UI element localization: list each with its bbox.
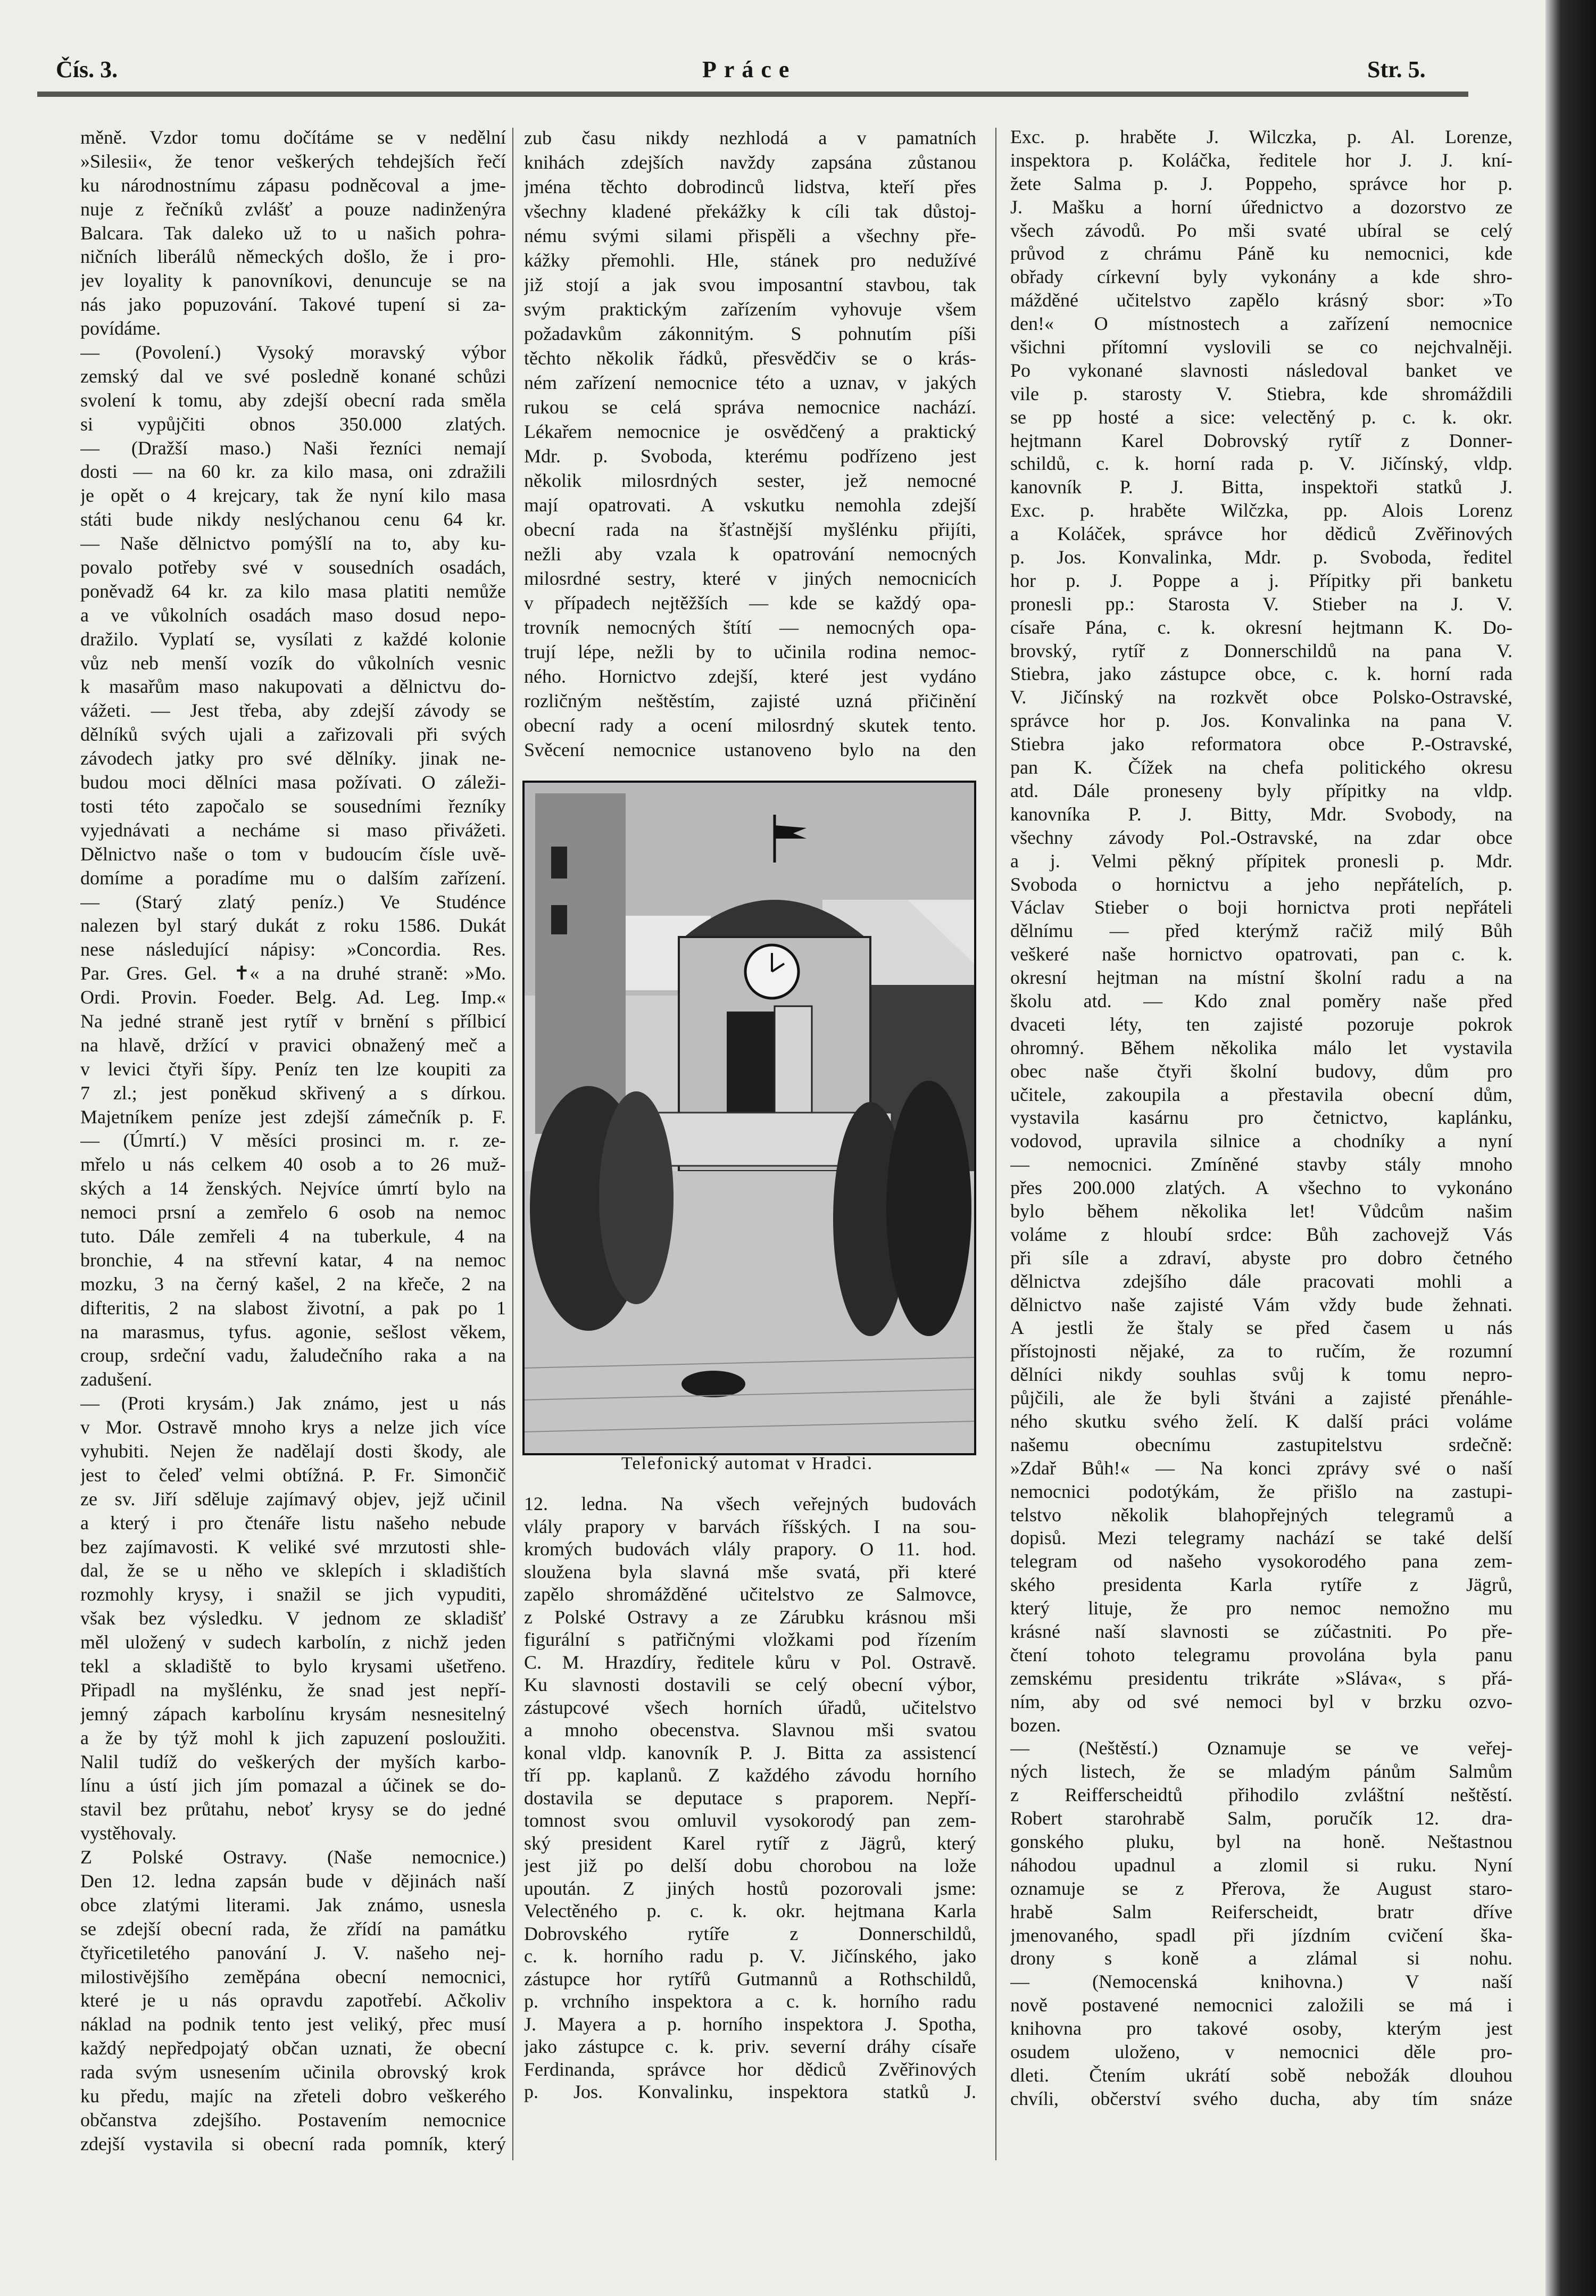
column-1 (80, 126, 506, 2156)
text-line: jmenovaného, spadl při jízdním cvičení ška- (1010, 1924, 1512, 1946)
text-line: J. Mayera a p. horního inspektora J. Spotha, (524, 2013, 976, 2035)
text-line: figurální s patřičnými vložkami pod řízením (524, 1629, 976, 1650)
text-line: atd. Dále proneseny byly přípitky na vldp. (1010, 780, 1512, 801)
text-line: bozen. (1010, 1714, 1061, 1736)
text-line: ský president Karel rytíř z Jägrů, který (524, 1832, 976, 1854)
text-line: Svoboda o hornictvu a jeho nepřátelích, p. (1010, 873, 1512, 895)
text-line: A jestli že štaly se před časem u nás (1010, 1317, 1512, 1339)
text-line: milosrdné sestry, které v jiných nemocnicích (524, 568, 976, 589)
text-line: ohromný. Během několika málo let vystavila (1010, 1037, 1512, 1058)
text-line: veškeré naše hornictvo opatrovati, pan c. k. (1010, 943, 1512, 965)
text-line: vystěhovaly. (80, 1822, 177, 1844)
text-line: bronchie, 4 na střevní katar, 4 na nemoc (80, 1249, 506, 1271)
text-line: správce hor p. Jos. Konvalinka na pana V. (1010, 710, 1512, 732)
text-line: p. Jos. Konvalinku, inspektora statků J. (524, 2081, 976, 2102)
text-line: Lékařem nemocnice je osvědčený a praktický (524, 421, 976, 442)
text-line: knihovna pro takové osoby, kterým jest (1010, 2018, 1512, 2040)
text-line: Velectěného p. c. k. okr. hejtmana Karla (524, 1900, 976, 1921)
text-line: nese následující nápisy: »Concordia. Res. (80, 939, 506, 960)
text-line: ských a 14 ženských. Nejvíce úmrtí bylo na (80, 1178, 506, 1199)
text-line: mozku, 3 na černý kašel, 2 na křeče, 2 na (80, 1273, 506, 1295)
text-line: dosti — na 60 kr. za kilo masa, oni zdražili (80, 461, 506, 483)
text-line: každý nepředpojatý občan uznati, že obecní (80, 2037, 506, 2059)
text-line: Den 12. ledna zapsán bude v dějinách naší (80, 1870, 506, 1892)
header-rule (37, 92, 1468, 97)
text-line: Ferdinanda, správce hor dědiců Zvěřinových (524, 2058, 976, 2080)
issue-number: Čís. 3. (56, 56, 118, 82)
text-line: průvod z chrámu Páně ku nemocnici, kde (1010, 243, 1512, 264)
text-line: budou moci dělníci masa požívati. O záleži- (80, 772, 506, 793)
text-line: stavil bez průtahu, neboť krysy se do jedné (80, 1798, 506, 1820)
text-line: Exc. p. hraběte J. Wilczka, p. Al. Lorenze, (1010, 126, 1512, 147)
text-line: krásné naší slavnosti se zúčastniti. Po pře- (1010, 1621, 1512, 1642)
text-line: tekl a skladiště to bylo krysami ušetřeno. (80, 1655, 506, 1677)
text-line: V. Jičínský na rozkvět obce Polsko-Ostravské, (1010, 686, 1512, 708)
text-line: a že by týž mohl k jich zapuzení posloužiti. (80, 1727, 506, 1748)
text-line: vůz neb menší vozík do vůkolních vesnic (80, 652, 506, 674)
text-line: jako zástupce c. k. priv. severní dráhy císaře (524, 2036, 976, 2057)
text-line: nemocnici podotýkám, že přišlo na zastupi- (1010, 1480, 1512, 1502)
text-line: dopisů. Mezi telegramy nachází se také delší (1010, 1527, 1512, 1549)
text-line: Par. Gres. Gel. ✝« a na druhé straně: »Mo. (80, 963, 506, 984)
text-line: dělnictva zdejšího dále pracovati mohli a (1010, 1270, 1512, 1292)
text-line: zemskému presidentu trikráte »Sláva«, s přá- (1010, 1667, 1512, 1689)
text-line: p. vrchního inspektora a c. k. horního radu (524, 1991, 976, 2012)
text-line: kanovník P. J. Bitta, inspektoři statků J. (1010, 476, 1512, 498)
text-line: kanovníka P. J. Bitty, Mdr. Svobody, na (1010, 803, 1512, 825)
text-line: konal vldp. kanovník P. J. Bitta za assistencí (524, 1742, 976, 1763)
text-line: v levici čtyři šípy. Peníz ten lze koupiti za (80, 1058, 506, 1080)
scan-edge (1545, 0, 1596, 2296)
text-line: půjčili, ale že byli štváni a zajisté přenáhle- (1010, 1387, 1512, 1409)
text-line: tří pp. kaplanů. Z každého závodu horního (524, 1764, 976, 1786)
text-line: dvaceti léty, ten zajisté pozoruje pokrok (1010, 1013, 1512, 1035)
text-line: — (Nemocenská knihovna.) V naší (1010, 1971, 1512, 1993)
text-line: — (Úmrtí.) V měsíci prosinci m. r. ze- (80, 1130, 506, 1151)
text-line: dražilo. Vyplatí se, vysílati z každé kolonie (80, 628, 506, 650)
text-line: požadavkům zákonnitým. S pohnutím píši (524, 323, 976, 344)
text-line: však bez výsledku. V jednom ze skladišť (80, 1607, 506, 1629)
text-line: jména těchto dobrodinců lidstva, kteří přes (524, 176, 976, 197)
text-line: obec naše čtyři školní budovy, dům pro (1010, 1060, 1512, 1082)
text-line: hrabě Salm Reiferscheidt, bratr dříve (1010, 1901, 1512, 1922)
text-line: dělníci nikdy souhlas svůj k tomu nepro- (1010, 1364, 1512, 1386)
text-line: Ku slavnosti dostavili se celý obecní výbor, (524, 1674, 976, 1695)
text-line: k masařům maso nakupovati a dělnictvu do- (80, 676, 506, 698)
text-line: jest již po delší dobu chorobou na lože (524, 1855, 976, 1876)
text-line: náhodou upadnul a zlomil si ruku. Nyní (1010, 1854, 1512, 1876)
text-line: telstvo několik blahopřejných telegramů a (1010, 1504, 1512, 1526)
text-line: Václav Stieber o boji hornictva proti nepřáteli (1010, 897, 1512, 918)
text-line: milostivějšího zeměpána obecní nemocnici, (80, 1966, 506, 1987)
text-line: je opět o 4 krejcary, tak že nyní kilo masa (80, 485, 506, 507)
text-line: státi bude nikdy neslýchanou cenu 64 kr. (80, 509, 506, 531)
text-line: 7 zl.; jest poněkud skřivený a s dírkou. (80, 1082, 506, 1104)
text-line: se pp hosté a sice: velectěný p. c. k. okr. (1010, 406, 1512, 428)
text-line: bylo během několika let! Vůdcům našim (1010, 1200, 1512, 1222)
text-line: c. k. horního radu p. V. Jičínského, jako (524, 1945, 976, 1967)
text-line: brovský, rytíř z Donnerschildů na pana V. (1010, 640, 1512, 661)
text-line: dal, že se u něho ve sklepích i skladištích (80, 1560, 506, 1581)
text-line: — Naše dělnictvo pomýšlí na to, aby ku- (80, 533, 506, 554)
text-line: pan K. Čížek na chefa politického okresu (1010, 757, 1512, 778)
text-line: císaře Pána, c. k. okresní hejtmann K. Do- (1010, 616, 1512, 638)
text-line: Z Polské Ostravy. (Naše nemocnice.) (80, 1846, 506, 1868)
text-line: ničních liberálů německých došlo, že i pro- (80, 246, 506, 268)
text-line: přístojnosti nějaké, za to ručím, že rozumní (1010, 1340, 1512, 1362)
text-line: rukou se celá správa nemocnice nachází. (524, 396, 976, 418)
text-line: Stiebra jako reformatora obce P.-Ostravské, (1010, 733, 1512, 755)
text-line: C. M. Hrazdíry, ředitele kůru v Pol. Ostravě. (524, 1651, 976, 1673)
text-line: všechny závody Pol.-Ostravské, na zdar obce (1010, 826, 1512, 848)
text-line: croup, srdeční vadu, žaludečního raka a na (80, 1345, 506, 1366)
text-line: línu a ústí jich jím pomazal a účinek se do- (80, 1775, 506, 1796)
newspaper-title: Práce (702, 56, 797, 82)
text-line: školu atd. — Kdo znal poměry naše před (1010, 990, 1512, 1012)
text-line: mážděné učitelstvo zapělo krásný sbor: »To (1010, 289, 1512, 311)
text-line: ného skutku svého želí. K další práci voláme (1010, 1410, 1512, 1432)
text-line: domíme a poradíme mu o dalším zařízení. (80, 867, 506, 889)
text-line: našemu obecnímu zastupitelstvu srdečně: (1010, 1433, 1512, 1455)
text-line: »Zdař Bůh!« — Na konci zprávy své o naší (1010, 1457, 1512, 1479)
text-line: ném zařízení nemocnice této a uznav, v jakých (524, 372, 976, 393)
text-line: který lituje, že pro nemoc nemožno mu (1010, 1597, 1512, 1619)
text-line: vlály prapory v barvách říšských. I na sou- (524, 1515, 976, 1537)
text-line: voláme z hloubí srdce: Bůh zachovejž Vás (1010, 1223, 1512, 1245)
text-line: Nalil tudíž do veškerých der myších karbo- (80, 1751, 506, 1772)
text-line: měně. Vzdor tomu dočítáme se v nedělní (80, 127, 506, 148)
text-line: obřady církevní byly vykonány a kde shro- (1010, 266, 1512, 288)
text-line: dělníků svých ujali a zařizovali při svých (80, 724, 506, 745)
text-line: nově postavené nemocnici založili se má i (1010, 1994, 1512, 2016)
text-line: závodech jatky pro své dělníky. jinak ne- (80, 748, 506, 769)
text-line: zástupce hor rytířů Gutmannů a Rothschildů, (524, 1968, 976, 1990)
text-line: při síle a zdraví, abyste pro dobro četného (1010, 1247, 1512, 1269)
text-line: Na jedné straně jest rytíř v brnění s přílbicí (80, 1010, 506, 1032)
text-line: ku národnostnímu zápasu podněcoval a jme- (80, 174, 506, 196)
text-line: svým praktickým zařízením vyhovuje všem (524, 299, 976, 320)
text-line: vážeti. — Jest třeba, aby zdejší závody se (80, 700, 506, 722)
text-line: několik milosrdných sester, jež nemocné (524, 470, 976, 491)
text-line: chvíli, občerství svého ducha, aby tím snáze (1010, 2087, 1512, 2109)
column-3 (1010, 126, 1512, 2111)
text-line: — (Dražší maso.) Naši řezníci nemají (80, 437, 506, 459)
text-line: náklad na podnik tento jest veliký, přec musí (80, 2013, 506, 2035)
text-line: zub času nikdy nezhlodá a v pamatních (524, 127, 976, 148)
text-line: na hlavě, držící v pravici obnažený meč a (80, 1034, 506, 1056)
text-line: ním, aby od své nemoci byl v brzku ozvo- (1010, 1690, 1512, 1712)
text-line: dělnímu — před kterýmž račiž milý Bůh (1010, 920, 1512, 942)
text-line: jev loyality k panovníkovi, denuncuje se na (80, 270, 506, 292)
text-line: všichni přítomní vyslovili se co nejchvalněji. (1010, 336, 1512, 358)
text-line: okresní hejtman na místní školní radu a na (1010, 967, 1512, 989)
text-line: bez zajímavosti. K veliké své mrzutosti shle- (80, 1536, 506, 1557)
text-line: sloužena byla slavná mše svatá, při které (524, 1561, 976, 1582)
text-line: ze sv. Jiří sděluje zajímavý objev, jejž učinil (80, 1488, 506, 1510)
text-line: tosti této započalo se sousedními řezníky (80, 795, 506, 817)
text-line: povídáme. (80, 318, 161, 339)
text-line: již stojí a jak svou imposantní stavbou, tak (524, 274, 976, 295)
text-line: rada svým usnesením učinila obrovský krok (80, 2061, 506, 2083)
text-line: a mnoho obecenstva. Slavnou mši svatou (524, 1719, 976, 1740)
text-line: obce zlatými literami. Jak známo, usnesla (80, 1894, 506, 1916)
text-line: tomnost svou omluvil vysokorodý pan zem- (524, 1810, 976, 1831)
text-line: z Reifferscheidtů přihodilo zvláštní neštěstí. (1010, 1784, 1512, 1806)
text-line: den!« O místnostech a zařízení nemocnice (1010, 313, 1512, 335)
text-line: — (Povolení.) Vysoký moravský výbor (80, 342, 506, 363)
text-line: Exc. p. hraběte Wilčzka, pp. Alois Lorenz (1010, 500, 1512, 521)
text-line: ného. Hornictvo zdejší, které jest vydáno (524, 666, 976, 687)
text-line: hejtmann Karel Dobrovský rytíř z Donner- (1010, 429, 1512, 451)
illustration-telephone-kiosk (522, 781, 976, 1455)
text-line: Stiebra, jako zástupce obce, c. k. horní rada (1010, 663, 1512, 685)
text-line: občanstva zdejšího. Postavením nemocnice (80, 2109, 506, 2131)
text-line: všech závodů. Po mši svaté ubíral se celý (1010, 219, 1512, 241)
text-line: jest to čeleď velmi obtížná. P. Fr. Simončič (80, 1464, 506, 1486)
text-line: nás jako popuzování. Takové tupení si za- (80, 294, 506, 316)
text-line: zástupcové všech horních úřadů, učitelstvo (524, 1696, 976, 1718)
text-line: Připadl na myšlénku, že snad jest nepří- (80, 1679, 506, 1701)
text-line: ku předu, majíc na zřeteli dobro veškerého (80, 2085, 506, 2107)
text-line: nemoci prsní a zemřelo 6 osob na nemoc (80, 1201, 506, 1223)
text-line: »Silesii«, že tenor veškerých tehdejších řečí (80, 150, 506, 172)
text-line: v případech nejtěžších — kde se každý opa- (524, 592, 976, 614)
text-line: těchto několik řádků, přesvědčiv se o krás- (524, 347, 976, 369)
text-line: Majetníkem peníze jest zdejší zámečník p. F. (80, 1106, 506, 1128)
text-line: z Polské Ostravy a ze Zárubku krásnou mši (524, 1606, 976, 1628)
text-line: zdejší vystavila si obecní rada pomník, který (80, 2133, 506, 2154)
text-line: povalo potřeby své v sousedních osadách, (80, 557, 506, 578)
text-line: schildů, c. k. horní rada p. V. Jičínský, vldp. (1010, 453, 1512, 475)
text-line: nému svými silami přispěli a všechny pře- (524, 225, 976, 246)
text-line: poněvadž 64 kr. za kilo masa platiti nemůže (80, 580, 506, 602)
page-number: Str. 5. (1367, 56, 1426, 82)
text-line: obecní rady a ocení milosrdný skutek tento. (524, 715, 976, 736)
text-line: p. Jos. Konvalinka, Mdr. p. Svoboda, ředitel (1010, 546, 1512, 568)
text-line: Svěcení nemocnice ustanoveno bylo na den (524, 739, 976, 760)
text-line: pronesli pp.: Starosta V. Stieber na J. V. (1010, 593, 1512, 615)
text-line: tuto. Dále zemřeli 4 na tuberkule, 4 na (80, 1225, 506, 1247)
text-line: nežli aby vzala k opatrování nemocných (524, 543, 976, 565)
text-line: Po vykonané slavnosti následoval banket ve (1010, 359, 1512, 381)
text-line: vile p. starosty V. Stiebra, kde shromáždili (1010, 383, 1512, 404)
text-line: mřelo u nás celkem 40 osob a to 26 muž- (80, 1154, 506, 1175)
text-line: dleti. Čtením ukrátí sobě nebožák dlouhou (1010, 2064, 1512, 2086)
text-line: které je u nás opravdu zapotřebí. Ačkoliv (80, 1990, 506, 2011)
text-line: trovník nemocných štítí — nemocných opa- (524, 617, 976, 638)
text-line: jemný zápach karbolínu krysám nesnesitelný (80, 1703, 506, 1725)
kiosk-engraving-image (525, 783, 974, 1453)
text-line: všechny kladené překážky k cíli tak důstoj- (524, 201, 976, 222)
text-line: na marasmus, tyfus. agonie, sešlost věkem, (80, 1321, 506, 1342)
column-divider (512, 128, 513, 2160)
text-line: osudem uloženo, v nemocnici děle pro- (1010, 2041, 1512, 2063)
text-line: drony s koně a zlámal si nohu. (1010, 1947, 1512, 1969)
text-line: — nemocnici. Zmíněné stavby stály mnoho (1010, 1154, 1512, 1175)
text-line: a který i pro čtenáře listu našeho nebude (80, 1512, 506, 1534)
text-line: Dělnictvo naše o tom v budoucím čísle uvě- (80, 843, 506, 865)
text-line: difteritis, 2 na slabost životní, a pak po 1 (80, 1297, 506, 1319)
text-line: — (Starý zlatý peníz.) Ve Studénce (80, 891, 506, 913)
text-line: kážky přemohli. Hle, stánek pro nedužívé (524, 250, 976, 271)
text-line: hor p. J. Poppe a j. Přípitky při banketu (1010, 569, 1512, 591)
text-line: kromých budovách vlály prapory. O 11. hod. (524, 1538, 976, 1560)
text-line: telegram od našeho vysokorodého pana zem- (1010, 1551, 1512, 1572)
text-line: a ve vůkolních osadách maso dosud nepo- (80, 604, 506, 626)
text-line: a j. Velmi pěkný přípitek pronesli p. Mdr. (1010, 850, 1512, 872)
text-line: ných listech, že se mladým pánům Salmům (1010, 1761, 1512, 1783)
column-divider (995, 128, 996, 2160)
text-line: přes 200.000 zlatých. A všechno to vykonáno (1010, 1177, 1512, 1199)
text-line: Mdr. p. Svoboda, kterému podřízeno jest (524, 445, 976, 467)
column-2-top (524, 126, 976, 762)
figure-caption: Telefonický automat v Hradci. (621, 1454, 873, 1473)
text-line: v Mor. Ostravě mnoho krys a nelze jich více (80, 1416, 506, 1438)
text-line: Dobrovského rytíře z Donnerschildů, (524, 1922, 976, 1944)
text-line: svolení k tomu, aby zdejší obecní rada směla (80, 389, 506, 411)
text-line: nalezen byl starý dukát z roku 1586. Dukát (80, 915, 506, 936)
text-line: inspektora p. Koláčka, ředitele hor J. J. kní- (1010, 149, 1512, 171)
text-line: rozmohly krysy, i snažil se jich vypuditi, (80, 1584, 506, 1605)
text-line: ského presidenta Karla rytíře z Jägrů, (1010, 1574, 1512, 1596)
text-line: — (Proti krysám.) Jak známo, jest u nás (80, 1392, 506, 1414)
text-line: vodovod, upravila silnice a chodníky a nyní (1010, 1130, 1512, 1152)
text-line: žete Salma p. J. Poppeho, správce hor p. (1010, 172, 1512, 194)
text-line: si vypůjčiti obnos 350.000 zlatých. (80, 413, 506, 435)
text-line: měl uložený v sudech karbolín, z nichž jeden (80, 1631, 506, 1653)
text-line: vystavila kasárnu pro četnictvo, kaplánku, (1010, 1107, 1512, 1129)
text-line: — (Neštěstí.) Oznamuje se ve veřej- (1010, 1737, 1512, 1759)
text-line: Ordi. Provin. Foeder. Belg. Ad. Leg. Imp.« (80, 987, 506, 1008)
text-line: a Koláček, správce hor dědiců Zvěřinových (1010, 523, 1512, 545)
text-line: dostavila se deputace s praporem. Nepří- (524, 1787, 976, 1809)
text-line: J. Mašku a horní úřednictvo a dozorstvo ze (1010, 196, 1512, 218)
text-line: zadušení. (80, 1369, 152, 1390)
column-2-bottom (524, 1493, 976, 2103)
text-line: oznamuje se z Přerova, že August staro- (1010, 1877, 1512, 1899)
text-line: se zdejší obecní rada, že zřídí na památku (80, 1918, 506, 1939)
text-line: trují lépe, nežli by to učinila rodina nemoc- (524, 641, 976, 662)
text-line: Robert starohrabě Salm, poručík 12. dra- (1010, 1808, 1512, 1829)
text-line: knihách zdejších navždy zapsána zůstanou (524, 152, 976, 173)
text-line: dělnictvo naše zajisté Vám vždy bude žehnati. (1010, 1294, 1512, 1315)
text-line: vyjednávati a necháme si maso přivážeti. (80, 819, 506, 841)
text-line: zapělo shromážděné učitelstvo ze Salmovce, (524, 1584, 976, 1605)
text-line: gonského pluku, byl na honě. Neštastnou (1010, 1831, 1512, 1853)
text-line: zemský dal ve své posledně konané schůzi (80, 365, 506, 387)
text-line: Balcara. Tak daleko už to u našich pohra- (80, 222, 506, 244)
text-line: mají opatrovati. A vskutku nemohla zdejší (524, 494, 976, 516)
text-line: čtení tohoto telegramu provolána byla panu (1010, 1644, 1512, 1665)
text-line: upoután. Z jiných hostů pozorovali jsme: (524, 1877, 976, 1899)
text-line: čtyřicetiletého panování J. V. našeho nej- (80, 1942, 506, 1963)
text-line: nuje z řečníků zvlášť a pouze nadinženýra (80, 198, 506, 220)
text-line: 12. ledna. Na všech veřejných budovách (524, 1493, 976, 1514)
text-line: učitele, zakoupila a přestavila obecní dům, (1010, 1083, 1512, 1105)
text-line: rozličným neštěstím, zajisté uzná přičinění (524, 690, 976, 711)
text-line: vyhubiti. Nejen že nadělají dosti škody, ale (80, 1440, 506, 1462)
text-line: obecní rada na šťastnější myšlénku přijíti, (524, 519, 976, 540)
